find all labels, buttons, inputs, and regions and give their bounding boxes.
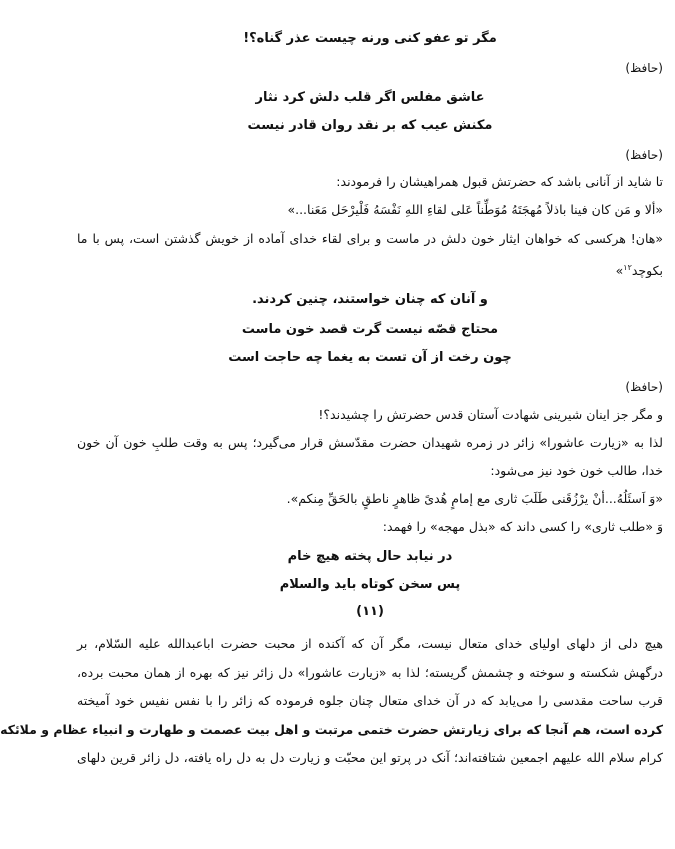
quote-line: «وَ اَسئَلُهُ...أنْ یرْزُقَنی طَلَبَ ثاری مع إمامٍ هُدیً ظاهرٍ ناطقٍ بالحَقِّ مِنکم».: [286, 491, 663, 506]
verse-line: محتاج قصّه نیست گرت قصد خون ماست: [241, 322, 499, 337]
paragraph-line: خدا، طالب خون خود نیز می‌شود:: [490, 463, 663, 478]
paragraph-line: «هان! هرکسی که خواهان ایثار خون دلش در ماست و برای لقاء خدای آماده از خویش گذشتن است، پس با ما: [77, 231, 663, 246]
source-attribution: (حافظ): [625, 380, 663, 394]
quote-line: «ألا و مَن کان فینا باذلاً مُهجَتَهُ مُوَطِّناً عَلی لقاءِ اللهِ نَفْسَهُ فَلْیرْحَل مَعَنا...»: [287, 202, 663, 217]
verse-line: مگر تو عفو کنی ورنه چیست عذر گناه؟!: [243, 31, 497, 46]
section-number: (۱۱): [356, 604, 384, 619]
paragraph-line: قرب ساحت مقدسی را می‌یابد که در آن خدای متعال چنان جلوه فرموده که زائر را با نفس نفیس خود آمیخته: [77, 693, 663, 708]
quote-close: »: [615, 263, 624, 279]
footnote-ref: ۱۲: [623, 263, 632, 272]
verse-line: مکنش عیب که بر نقد روان قادر نیست: [247, 118, 493, 133]
verse-line: چون رخت از آن تست به یغما چه حاجت است: [228, 350, 512, 365]
paragraph-line: کرده است، هم آنجا که برای زیارتش حضرت ختمی مرتبت و اهل بیت عصمت و طهارت و انبیاء عظام و ملائکه: [0, 722, 663, 737]
verse-line: عاشق مفلس اگر قلب دلش کرد نثار: [255, 90, 485, 105]
paragraph-line: وَ «طلب ثاری» را کسی داند که «بذل مهجه» را فهمد:: [382, 519, 663, 534]
paragraph-line: کرام سلام الله علیهم اجمعین شتافته‌اند؛ آنک در پرتو این محبّت و زیارت دل به دل راه یافته، دل زائر قرین دلهای: [77, 750, 663, 765]
verse-line: و آنان که چنان خواستند، چنین کردند.: [252, 292, 488, 307]
paragraph-line: لذا به «زیارت عاشورا» زائر در زمره شهیدان حضرت مقدّسش قرار می‌گیرد؛ پس به وقت طلبِ خون آن خون: [77, 435, 663, 450]
source-attribution: (حافظ): [625, 61, 663, 75]
paragraph-line: درگهش شکسته و سوخته و چشمش گریسته؛ لذا به «زیارت عاشورا» دل زائر نیز که بهره از همان محبت برده،: [77, 665, 663, 680]
source-attribution: (حافظ): [625, 148, 663, 162]
paragraph-text: بکوچد: [631, 263, 663, 279]
paragraph-line: تا شاید از آنانی باشد که حضرتش قبول همراهیشان را فرمودند:: [336, 174, 663, 189]
paragraph-line: و مگر جز اینان شیرینی شهادت آستان قدس حضرتش را چشیدند؟!: [318, 407, 663, 422]
verse-line: پس سخن کوتاه باید والسلام: [279, 577, 461, 592]
paragraph-line: هیچ دلی از دلهای اولیای خدای متعال نیست، مگر آن که آکنده از محبت حضرت اباعبدالله علیه السّلام، بر: [77, 636, 663, 651]
paragraph-line: [77, 259, 663, 280]
verse-line: در نیابد حال پخته هیچ خام: [287, 549, 453, 564]
